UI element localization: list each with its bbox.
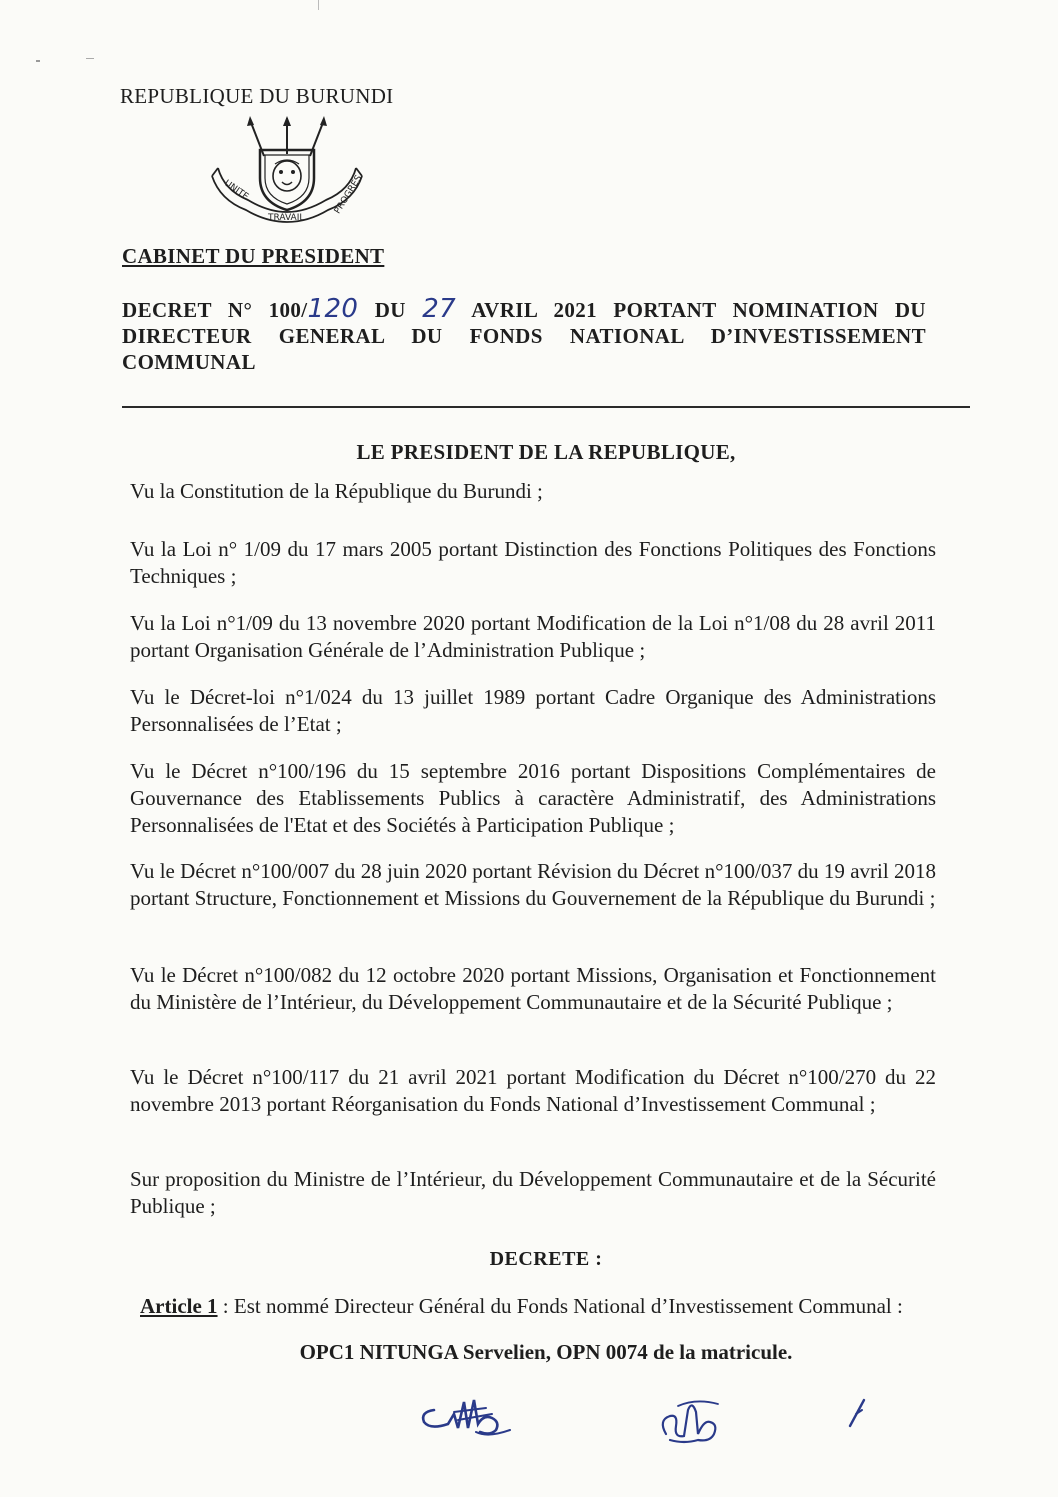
article-1-label: Article 1 xyxy=(140,1294,218,1318)
consideration-paragraph: Vu la Loi n° 1/09 du 17 mars 2005 portant Distinction des Fonctions Politiques des Fonctions Techniques ; xyxy=(130,537,936,588)
consideration-paragraph: Vu le Décret n°100/082 du 12 octobre 2020 portant Missions, Organisation et Fonctionnement du Ministère de l’Intérieur, du Développement Communautaire et de la Sécurité Publique ; xyxy=(130,963,936,1014)
consideration-paragraph: Vu le Décret n°100/196 du 15 septembre 2016 portant Dispositions Complémentaires de Gouvernance des Etablissements Publics à caractère Administratif, des Administrations Personnalisées de l'Etat et des Sociétés à Participation Publique ; xyxy=(130,759,936,837)
scan-speck xyxy=(318,0,319,10)
consideration-paragraph: Vu le Décret n°100/007 du 28 juin 2020 portant Révision du Décret n°100/037 du 19 avril 2018 portant Structure, Fonctionnement et Missions du Gouvernement de la République du Burundi ; xyxy=(130,859,936,910)
consideration-paragraph: Sur proposition du Ministre de l’Intérieur, du Développement Communautaire et de la Sécurité Publique ; xyxy=(130,1167,936,1218)
republic-heading: REPUBLIQUE DU BURUNDI xyxy=(120,84,394,108)
handwritten-decree-number: 120 xyxy=(307,294,359,324)
decree-title xyxy=(122,296,926,375)
decree-title-line-1: DECRET N° 100/120 DU 27 AVRIL 2021 PORTANT NOMINATION DU xyxy=(122,294,926,324)
signature-initial-1 xyxy=(414,1384,524,1440)
consideration-paragraph: Vu la Loi n°1/09 du 13 novembre 2020 portant Modification de la Loi n°1/08 du 28 avril 2011 portant Organisation Générale de l’Administration Publique ; xyxy=(130,611,936,662)
horizontal-rule xyxy=(122,406,970,408)
emblem-motto-unite: UNITE xyxy=(222,178,251,203)
signature-initial-2 xyxy=(648,1390,744,1448)
coat-of-arms-emblem xyxy=(204,116,370,226)
emblem-motto-progres: PROGRES xyxy=(332,173,365,216)
consideration-paragraph: Vu la Constitution de la République du Burundi ; xyxy=(130,479,543,503)
scan-speck xyxy=(86,58,94,59)
article-1 xyxy=(140,1294,960,1319)
decree-title-line-2: DIRECTEUR GENERAL DU FONDS NATIONAL D’INVESTISSEMENT xyxy=(122,324,926,348)
consideration-paragraph: Vu le Décret-loi n°1/024 du 13 juillet 1989 portant Cadre Organique des Administrations Personnalisées de l’Etat ; xyxy=(130,685,936,736)
decree-title-line-3: COMMUNAL xyxy=(122,350,256,374)
president-heading: LE PRESIDENT DE LA REPUBLIQUE, xyxy=(356,440,736,464)
emblem-motto-travail: TRAVAIL xyxy=(268,213,305,223)
nominee-line: OPC1 NITUNGA Servelien, OPN 0074 de la matricule. xyxy=(299,1340,793,1364)
cabinet-heading: CABINET DU PRESIDENT xyxy=(122,244,385,268)
scan-speck xyxy=(36,60,40,62)
decrete-heading: DECRETE : xyxy=(489,1248,603,1270)
consideration-paragraph: Vu le Décret n°100/117 du 21 avril 2021 portant Modification du Décret n°100/270 du 22 novembre 2013 portant Réorganisation du Fonds National d’Investissement Communal ; xyxy=(130,1065,936,1116)
pen-mark xyxy=(846,1396,870,1430)
handwritten-day: 27 xyxy=(422,294,457,324)
article-1-text: : Est nommé Directeur Général du Fonds National d’Investissement Communal : xyxy=(217,1294,903,1318)
